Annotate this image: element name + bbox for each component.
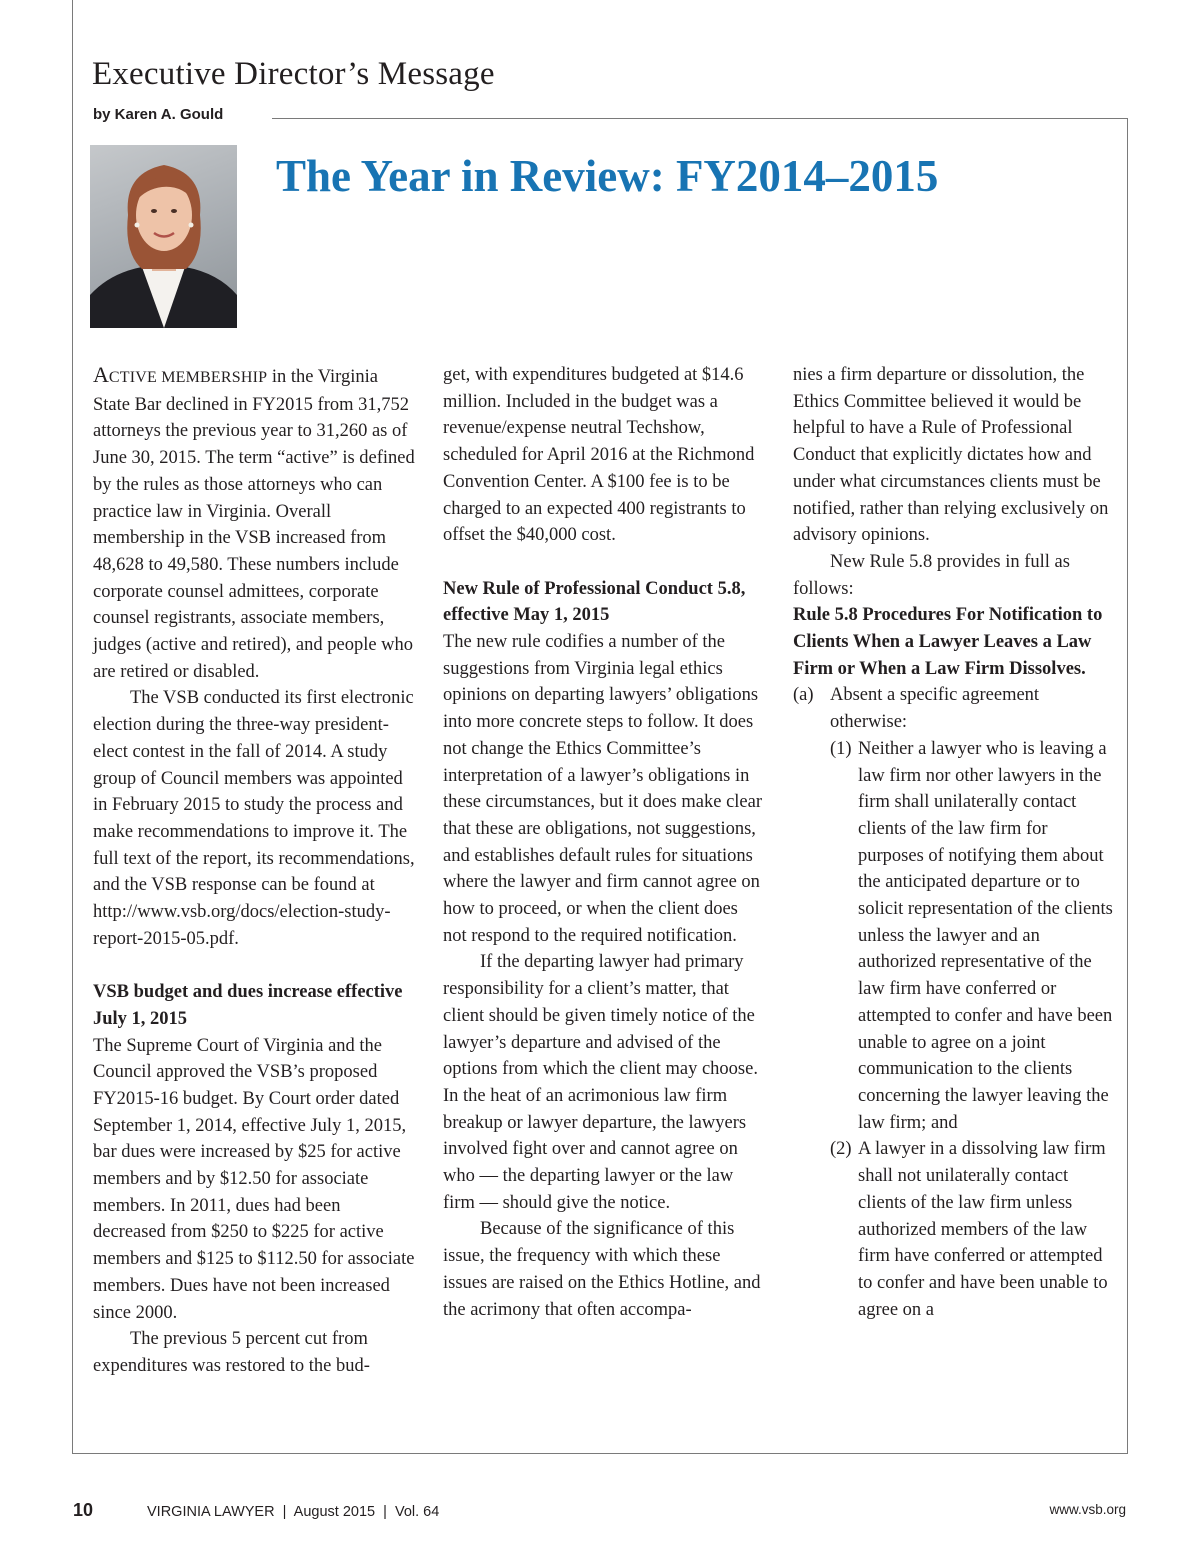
paragraph: The Supreme Court of Virginia and the Council approved the VSB’s proposed FY2015-16 budget. By Court order dated September 1, 2014, effective July 1, 2015, bar dues were increased by $25 for active members and by $12.50 for associate members. In 2011, dues had been decreased from $250 to $225 for active members and $125 to $112.50 for associate members. Dues have not been increased since 2000. [93,1035,415,1323]
article-column-2 [443,362,763,1323]
paragraph [93,362,415,685]
paragraph: If the departing lawyer had primary responsibility for a client’s matter, that client should be given timely notice of the lawyer’s departure and advised of the options from which the client may choose. In the heat of an acrimonious law firm breakup or lawyer departure, the lawyers involved fight over and cannot agree on who — the departing lawyer or the law firm — should give the notice. [443,952,758,1213]
paragraph: The VSB conducted its first electronic election during the three-way president-elect contest in the fall of 2014. A study group of Council members was appointed in February 2015 to study the process and make recommendations to improve it. The full text of the report, its recommendations, and the VSB response can be found at http://www.vsb.org/docs/election-study-report-2015-05.pdf. [93,688,415,949]
subheading: New Rule of Professional Conduct 5.8, effective May 1, 2015 [443,578,746,626]
paragraph: The new rule codifies a number of the suggestions from Virginia legal ethics opinions on departing lawyers’ obligations into more concrete steps to follow. It does not change the Ethics Committee’s interpretation of a lawyer’s obligations in these circumstances, but it does make clear that these are obligations, not suggestions, and establishes default rules for situations where the lawyer and firm cannot agree on how to proceed, or when the client does not respond to the required notification. [443,632,762,946]
rule-item-1 [793,736,1113,1137]
page-number: 10 [73,1500,94,1520]
website-link[interactable]: www.vsb.org [1049,1502,1126,1517]
list-text: Neither a lawyer who is leaving a law firm nor other lawyers in the firm shall unilaterally contact clients of the law firm for purposes of notifying them about the anticipated departure or to solicit representation of the clients unless the lawyer and an authorized representative of the law firm have conferred or attempted to confer and have been unable to agree on a joint communication to the clients concerning the lawyer leaving the law firm; and [858,738,1113,1133]
frame-top-rule [272,118,1128,119]
article-headline: The Year in Review: FY2014–2015 [276,151,939,201]
paragraph-text: in the Virginia State Bar declined in FY2015 from 31,752 attorneys the previous year to 31,260 as of June 30, 2015. The term “active” is defined by the rules as those attorneys who can practice law in Virginia. Overall membership in the VSB increased from 48,628 to 49,580. These numbers include corporate counsel admittees, corporate counsel registrants, associate members, judges (active and retired), and people who are retired or disabled. [93,367,415,682]
list-text: Absent a specific agreement otherwise: [830,685,1040,733]
author-portrait [90,145,237,328]
paragraph: New Rule 5.8 provides in full as follows: [793,551,1070,599]
subheading: VSB budget and dues increase effective July 1, 2015 [93,982,403,1029]
paragraph: The previous 5 percent cut from expenditures was restored to the bud- [93,1329,370,1376]
rule-item-2 [793,1136,1113,1323]
rule-item-a [793,682,1113,735]
rule-heading: Rule 5.8 Procedures For Notification to Clients When a Lawyer Leaves a Law Firm or When a Law Firm Dissolves. [793,605,1103,679]
publication-info: VIRGINIA LAWYER | August 2015 | Vol. 64 [147,1504,440,1520]
lead-in-smallcaps: CTIVE MEMBERSHIP [108,369,268,386]
frame-right-rule [1127,118,1128,1454]
drop-cap: A [93,362,109,387]
paragraph: get, with expenditures budgeted at $14.6 million. Included in the budget was a revenue/expense neutral Techshow, scheduled for April 2016 at the Richmond Convention Center. A $100 fee is to be charged to an expected 400 registrants to offset the $40,000 cost. [443,365,755,546]
frame-left-rule [72,0,73,1454]
list-label: (a) [793,685,814,706]
paragraph: Because of the significance of this issue, the frequency with which these issues are raised on the Ethics Hotline, and the acrimony that often accompa- [443,1219,761,1320]
frame-bottom-rule [72,1453,1128,1454]
list-text: A lawyer in a dissolving law firm shall not unilaterally contact clients of the law firm unless authorized members of the law firm have conferred or attempted to confer and have been unable to agree on a [858,1139,1108,1320]
paragraph: nies a firm departure or dissolution, the Ethics Committee believed it would be helpful to have a Rule of Professional Conduct that explicitly dictates how and under what circumstances clients must be notified, rather than relying exclusively on advisory opinions. [793,365,1109,546]
byline: by Karen A. Gould [93,106,224,123]
article-column-3 [793,362,1113,1323]
list-label: (2) [830,1139,852,1160]
article-column-1 [93,362,415,1380]
list-label: (1) [830,738,852,759]
section-title: Executive Director’s Message [92,56,495,92]
